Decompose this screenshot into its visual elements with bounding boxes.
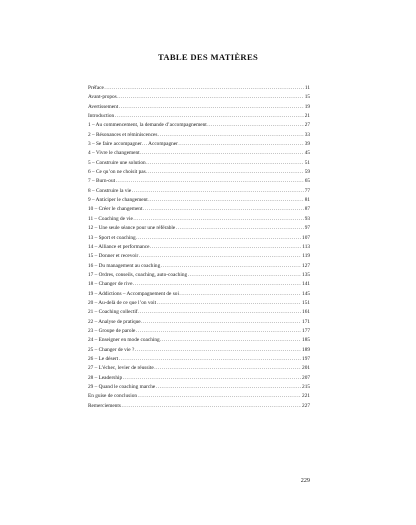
toc-entry-page: 189 (302, 346, 310, 353)
toc-entry-page: 145 (302, 290, 310, 297)
toc-entry (88, 93, 310, 102)
dot-leader (133, 280, 301, 289)
dot-leader (123, 374, 301, 383)
toc-entry (88, 84, 310, 93)
toc-entry (88, 290, 310, 299)
toc-entry (88, 140, 310, 149)
dot-leader (141, 318, 301, 327)
toc-entry-label: 25 – Changer de vie ? (88, 346, 135, 353)
toc-entry-label: 10 – Créer le changement (88, 206, 143, 213)
toc-entry-label: 26 – Le désert (88, 355, 119, 362)
toc-entry-label: 8 – Construire la vie (88, 187, 132, 194)
toc-entry-page: 119 (302, 253, 310, 260)
toc-entry-label: 17 – Ordres, conseils, coaching, auto-coaching (88, 271, 188, 278)
dot-leader (132, 187, 304, 196)
dot-leader (146, 159, 304, 168)
toc-entry (88, 215, 310, 224)
dot-leader (115, 112, 304, 121)
toc-entry-label: 27 – L’échec, levier de réussite (88, 365, 154, 372)
toc-entry (88, 262, 310, 271)
toc-entry (88, 187, 310, 196)
toc-entry (88, 131, 310, 140)
toc-entry-page: 127 (302, 262, 310, 269)
dot-leader (138, 392, 302, 401)
dot-leader (188, 271, 301, 280)
toc-entry (88, 336, 310, 345)
toc-entry-page: 27 (304, 122, 310, 129)
toc-entry-label: Avant-propos (88, 94, 117, 101)
toc-entry (88, 224, 310, 233)
toc-entry-page: 185 (302, 337, 310, 344)
dot-leader (136, 234, 301, 243)
toc-entry (88, 112, 310, 121)
toc-entry-label: Avertissement (88, 103, 119, 110)
dot-leader (117, 93, 303, 102)
toc-entry-page: 59 (304, 169, 310, 176)
dot-leader (143, 205, 304, 214)
dot-leader (104, 84, 304, 93)
toc-entry-label: 24 – Enseigner en mode coaching (88, 337, 160, 344)
dot-leader (135, 346, 301, 355)
toc-entry (88, 271, 310, 280)
toc-entry-label: 15 – Donner et recevoir (88, 253, 139, 260)
dot-leader (157, 299, 301, 308)
dot-leader (133, 215, 303, 224)
dot-leader (140, 149, 304, 158)
dot-leader (136, 327, 301, 336)
dot-leader (179, 290, 301, 299)
toc-entry-label: 2 – Résonances et réminiscences (88, 131, 158, 138)
toc-entry-label: 29 – Quand le coaching marche (88, 384, 156, 390)
toc-entry-page: 33 (304, 131, 310, 138)
toc-entry-label: 12 – Une seule séance pour une référable (88, 225, 176, 232)
dot-leader (148, 196, 303, 205)
toc-entry-page: 207 (302, 374, 310, 381)
dot-leader (156, 383, 301, 392)
dot-leader (138, 308, 301, 317)
dot-leader (154, 364, 301, 373)
toc-entry (88, 346, 310, 355)
toc-entry (88, 149, 310, 158)
dot-leader (178, 140, 303, 149)
toc-entry-page: 151 (302, 299, 310, 306)
toc-entry (88, 402, 310, 411)
toc-entry-page: 135 (302, 271, 310, 278)
toc-entry-page: 221 (302, 393, 310, 400)
toc-entry-page: 45 (304, 150, 310, 157)
toc-entry-page: 113 (302, 243, 310, 250)
toc-entry-label: 14 – Alliance et performance (88, 243, 150, 250)
toc-entry-page: 39 (304, 141, 310, 148)
toc-entry-page: 161 (302, 309, 310, 316)
toc-entry-page: 81 (304, 197, 310, 204)
toc-entry (88, 280, 310, 289)
toc-entry-page: 201 (302, 365, 310, 372)
toc-entry-label: Préface (88, 85, 104, 91)
toc-entry-label: Introduction (88, 113, 115, 120)
toc-entry-label: 4 – Vivre le changement (88, 150, 140, 157)
dot-leader (161, 262, 301, 271)
dot-leader (160, 336, 301, 345)
toc-entry (88, 243, 310, 252)
toc-entry-label: 3 – Se faire accompagner… Accompagner (88, 141, 178, 148)
toc-entry (88, 374, 310, 383)
dot-leader (116, 177, 304, 186)
toc-entry-label: 13 – Sport et coaching (88, 234, 136, 241)
toc-entry-page: 15 (304, 94, 310, 101)
toc-entry-page: 97 (304, 225, 310, 232)
toc-entry-page: 141 (302, 281, 310, 288)
toc-entry (88, 168, 310, 177)
toc-entry-label: 16 – Du management au coaching (88, 262, 161, 269)
toc-entry-page: 93 (304, 215, 310, 222)
page-title: TABLE DES MATIÈRES (157, 52, 259, 62)
dot-leader (150, 243, 301, 252)
toc-entry-page: 215 (302, 384, 310, 390)
toc-entry-label: 11 – Coaching de vie (88, 215, 133, 222)
toc-entry-label: 1 – Au commencement, la demande d’accompagnement (88, 122, 207, 129)
toc-entry-page: 171 (302, 318, 310, 325)
toc-entry (88, 364, 310, 373)
toc-entry-page: 107 (302, 234, 310, 241)
toc-entry-label: 6 – Ce qu’on ne choisit pas (88, 169, 146, 176)
toc-entry (88, 318, 310, 327)
toc-entry-page: 51 (304, 159, 310, 166)
toc-entry (88, 205, 310, 214)
toc-entry-page: 77 (304, 187, 310, 194)
dot-leader (119, 355, 301, 364)
toc-entry-page: 19 (304, 103, 310, 110)
page-number: 229 (300, 477, 310, 484)
toc-entry (88, 234, 310, 243)
toc-entry-label: 28 – Leadership (88, 374, 123, 381)
toc-entry-page: 177 (302, 327, 310, 334)
toc-entry-label: 22 – Analyse de pratique (88, 318, 141, 325)
toc-entry (88, 252, 310, 261)
toc-entry-label: En guise de conclusion (88, 393, 137, 400)
toc-entry (88, 121, 310, 130)
toc-entry (88, 159, 310, 168)
toc-entry (88, 392, 310, 401)
toc-entry-page: 11 (304, 85, 310, 91)
toc-entry-page: 197 (302, 355, 310, 362)
toc-entry (88, 383, 310, 392)
toc-entry-page: 21 (304, 113, 310, 120)
dot-leader (121, 402, 301, 411)
toc-entry-label: 19 – Addictions – Accompagnement de soi (88, 290, 179, 297)
toc-entry-label: 9 – Anticiper le changement (88, 197, 148, 204)
toc-entry (88, 103, 310, 112)
toc-entry-page: 87 (304, 206, 310, 213)
toc-entry-label: 5 – Construire une solution (88, 159, 146, 166)
toc-entry (88, 327, 310, 336)
toc-entry-label: 18 – Changer de rive (88, 281, 133, 288)
dot-leader (139, 252, 301, 261)
toc-entry (88, 355, 310, 364)
dot-leader (146, 168, 304, 177)
toc-entry-page: 227 (302, 402, 310, 409)
toc-entry (88, 196, 310, 205)
dot-leader (158, 131, 304, 140)
toc-entry (88, 299, 310, 308)
dot-leader (176, 224, 304, 233)
toc-entry-label: Remerciements (88, 402, 121, 409)
toc-entry-label: 21 – Coaching collectif (88, 309, 138, 316)
toc-entry-page: 65 (304, 178, 310, 185)
toc-entry-label: 7 – Burn-out (88, 178, 116, 185)
toc-entry-label: 20 – Au-delà de ce que l’on voit (88, 299, 157, 306)
toc-entry (88, 177, 310, 186)
table-of-contents (88, 84, 310, 411)
toc-entry (88, 308, 310, 317)
dot-leader (207, 121, 304, 130)
toc-entry-label: 23 – Groupe de parole (88, 327, 136, 334)
dot-leader (119, 103, 304, 112)
